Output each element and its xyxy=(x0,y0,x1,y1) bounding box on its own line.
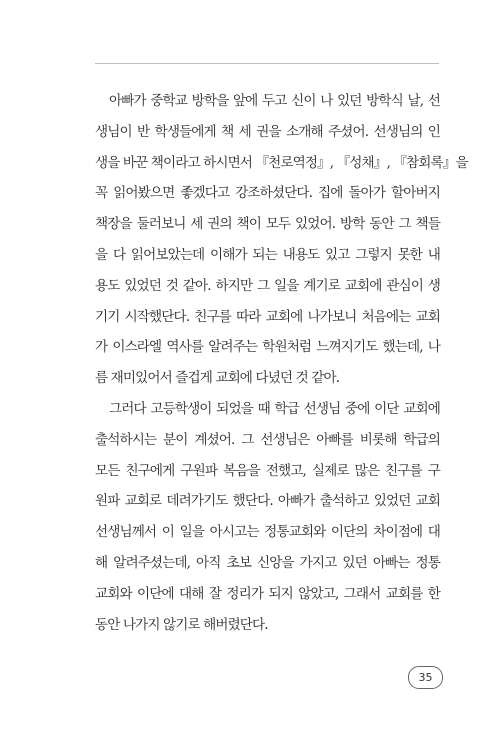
text-line: 아빠가 중학교 방학을 앞에 두고 신이 나 있던 방학식 날, 선 xyxy=(109,93,440,109)
page-body-text xyxy=(95,86,468,640)
text-line: 꼭 읽어봤으면 좋겠다고 강조하셨단다. 집에 돌아가 할아버지 xyxy=(95,185,440,202)
text-line: 생을 바꾼 책이라고 하시면서 『천로역정』, 『성채』, 『참회록』을 xyxy=(95,154,468,171)
text-line: 모든 친구에게 구원파 복음을 전했고, 실제로 많은 친구를 구 xyxy=(95,462,440,479)
text-line: 용도 있었던 것 같아. 하지만 그 일을 계기로 교회에 관심이 생 xyxy=(95,277,440,294)
text-line: 원파 교회로 데려가기도 했단다. 아빠가 출석하고 있었던 교회 xyxy=(95,493,440,510)
page-number-badge: 35 xyxy=(408,666,443,689)
text-line: 출석하시는 분이 계셨어. 그 선생님은 아빠를 비롯해 학급의 xyxy=(95,431,440,448)
text-line: 가 이스라엘 역사를 알려주는 학원처럼 느껴지기도 했는데, 나 xyxy=(95,339,440,356)
paragraph-1 xyxy=(95,86,468,394)
text-line: 동안 나가지 않기로 해버렸단다. xyxy=(95,616,268,633)
text-line: 생님이 반 학생들에게 책 세 권을 소개해 주셨어. 선생님의 인 xyxy=(95,123,440,140)
header-rule xyxy=(95,63,439,64)
text-line: 해 알려주셨는데, 아직 초보 신앙을 가지고 있던 아빠는 정통 xyxy=(95,554,440,571)
paragraph-2 xyxy=(95,394,440,640)
text-line: 름 재미있어서 즐겁게 교회에 다녔던 것 같아. xyxy=(95,370,340,387)
text-line: 기기 시작했단다. 친구를 따라 교회에 나가보니 처음에는 교회 xyxy=(95,308,440,325)
text-line: 을 다 읽어보았는데 이해가 되는 내용도 있고 그렇지 못한 내 xyxy=(95,246,440,263)
text-line: 책장을 둘러보니 세 권의 책이 모두 있었어. 방학 동안 그 책들 xyxy=(95,216,440,233)
text-line: 선생님께서 이 일을 아시고는 정통교회와 이단의 차이점에 대 xyxy=(95,524,440,541)
text-line: 그러다 고등학생이 되었을 때 학급 선생님 중에 이단 교회에 xyxy=(109,400,440,417)
text-line: 교회와 이단에 대해 잘 정리가 되지 않았고, 그래서 교회를 한 xyxy=(95,585,440,602)
